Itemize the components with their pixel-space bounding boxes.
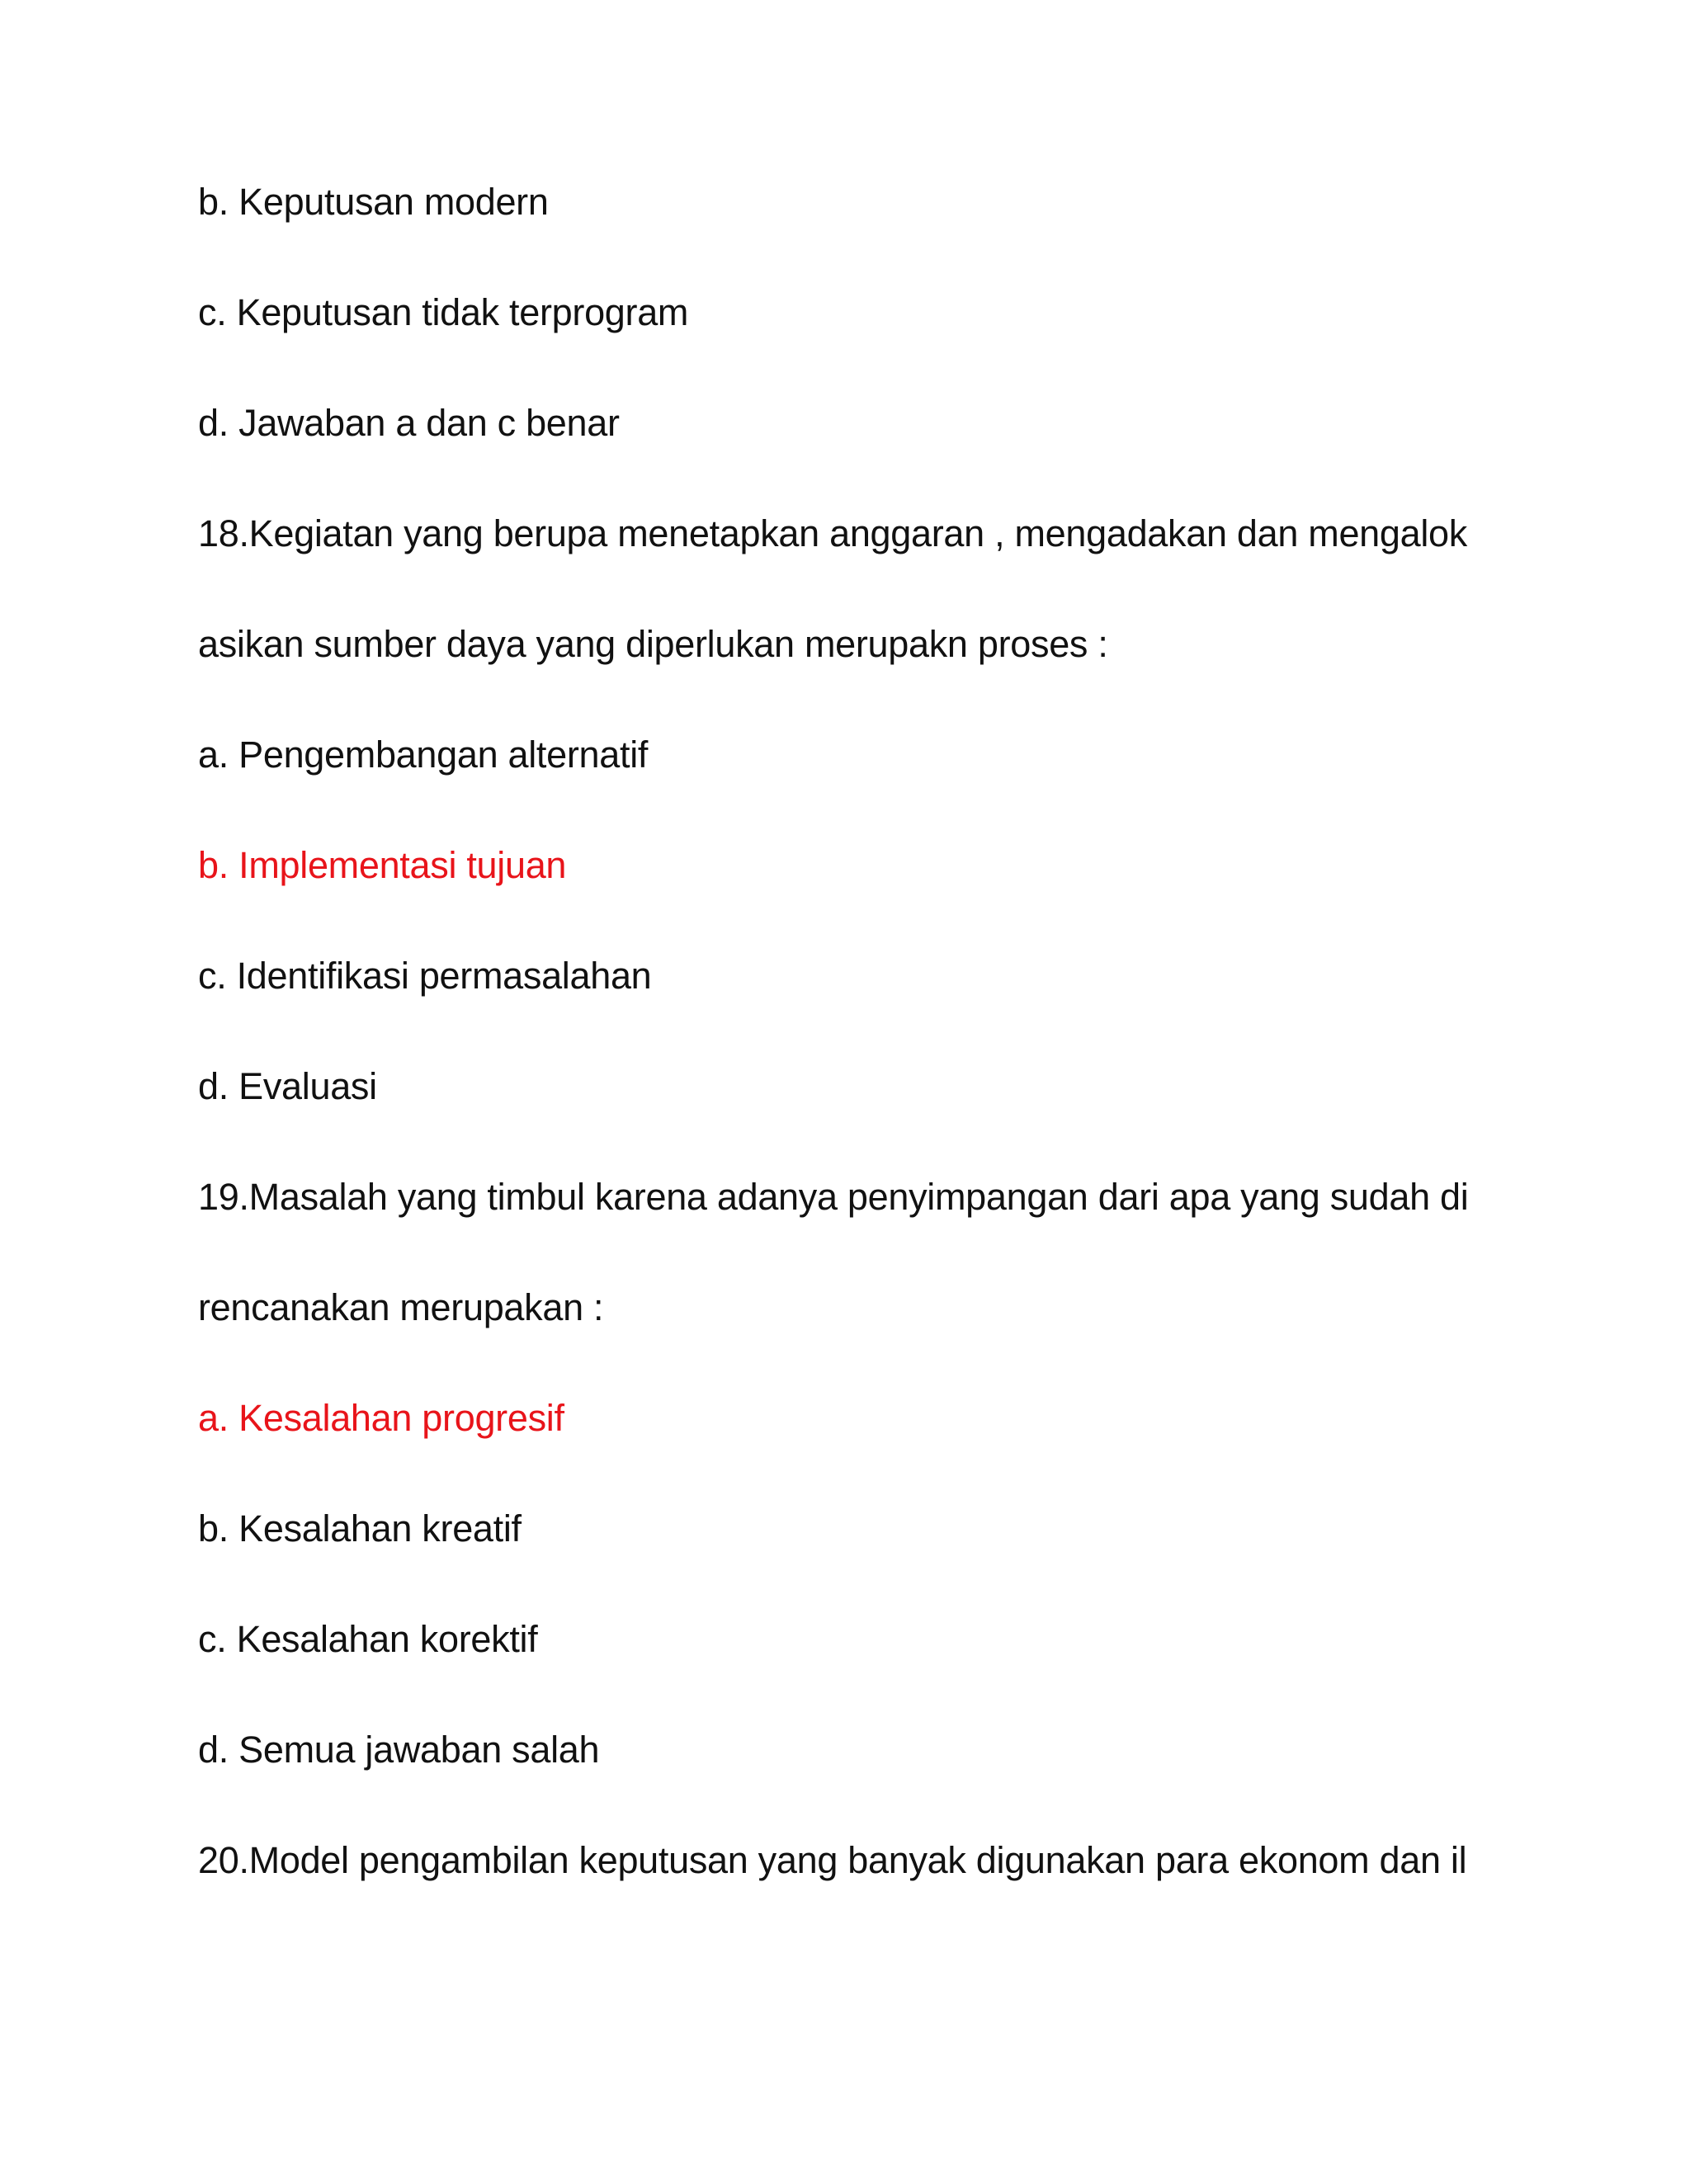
option-line: c. Identifikasi permasalahan xyxy=(198,955,652,997)
option-line: b. Kesalahan kreatif xyxy=(198,1507,522,1550)
question-18-continued: asikan sumber daya yang diperlukan merupakn proses : xyxy=(198,623,1108,665)
question-18: 18.Kegiatan yang berupa menetapkan anggaran , mengadakan dan mengalok xyxy=(198,512,1467,554)
option-line: c. Keputusan tidak terprogram xyxy=(198,291,689,333)
question-19-continued: rencanakan merupakan : xyxy=(198,1286,604,1328)
option-line: d. Semua jawaban salah xyxy=(198,1729,600,1771)
option-line: b. Keputusan modern xyxy=(198,181,549,223)
correct-answer-line: a. Kesalahan progresif xyxy=(198,1397,564,1439)
question-19: 19.Masalah yang timbul karena adanya penyimpangan dari apa yang sudah di xyxy=(198,1176,1469,1218)
correct-answer-line: b. Implementasi tujuan xyxy=(198,844,567,886)
option-line: d. Evaluasi xyxy=(198,1065,377,1107)
document-body xyxy=(198,147,1601,1916)
question-20: 20.Model pengambilan keputusan yang banyak digunakan para ekonom dan il xyxy=(198,1839,1467,1881)
option-line: c. Kesalahan korektif xyxy=(198,1618,538,1660)
option-line: a. Pengembangan alternatif xyxy=(198,734,649,776)
option-line: d. Jawaban a dan c benar xyxy=(198,402,620,444)
